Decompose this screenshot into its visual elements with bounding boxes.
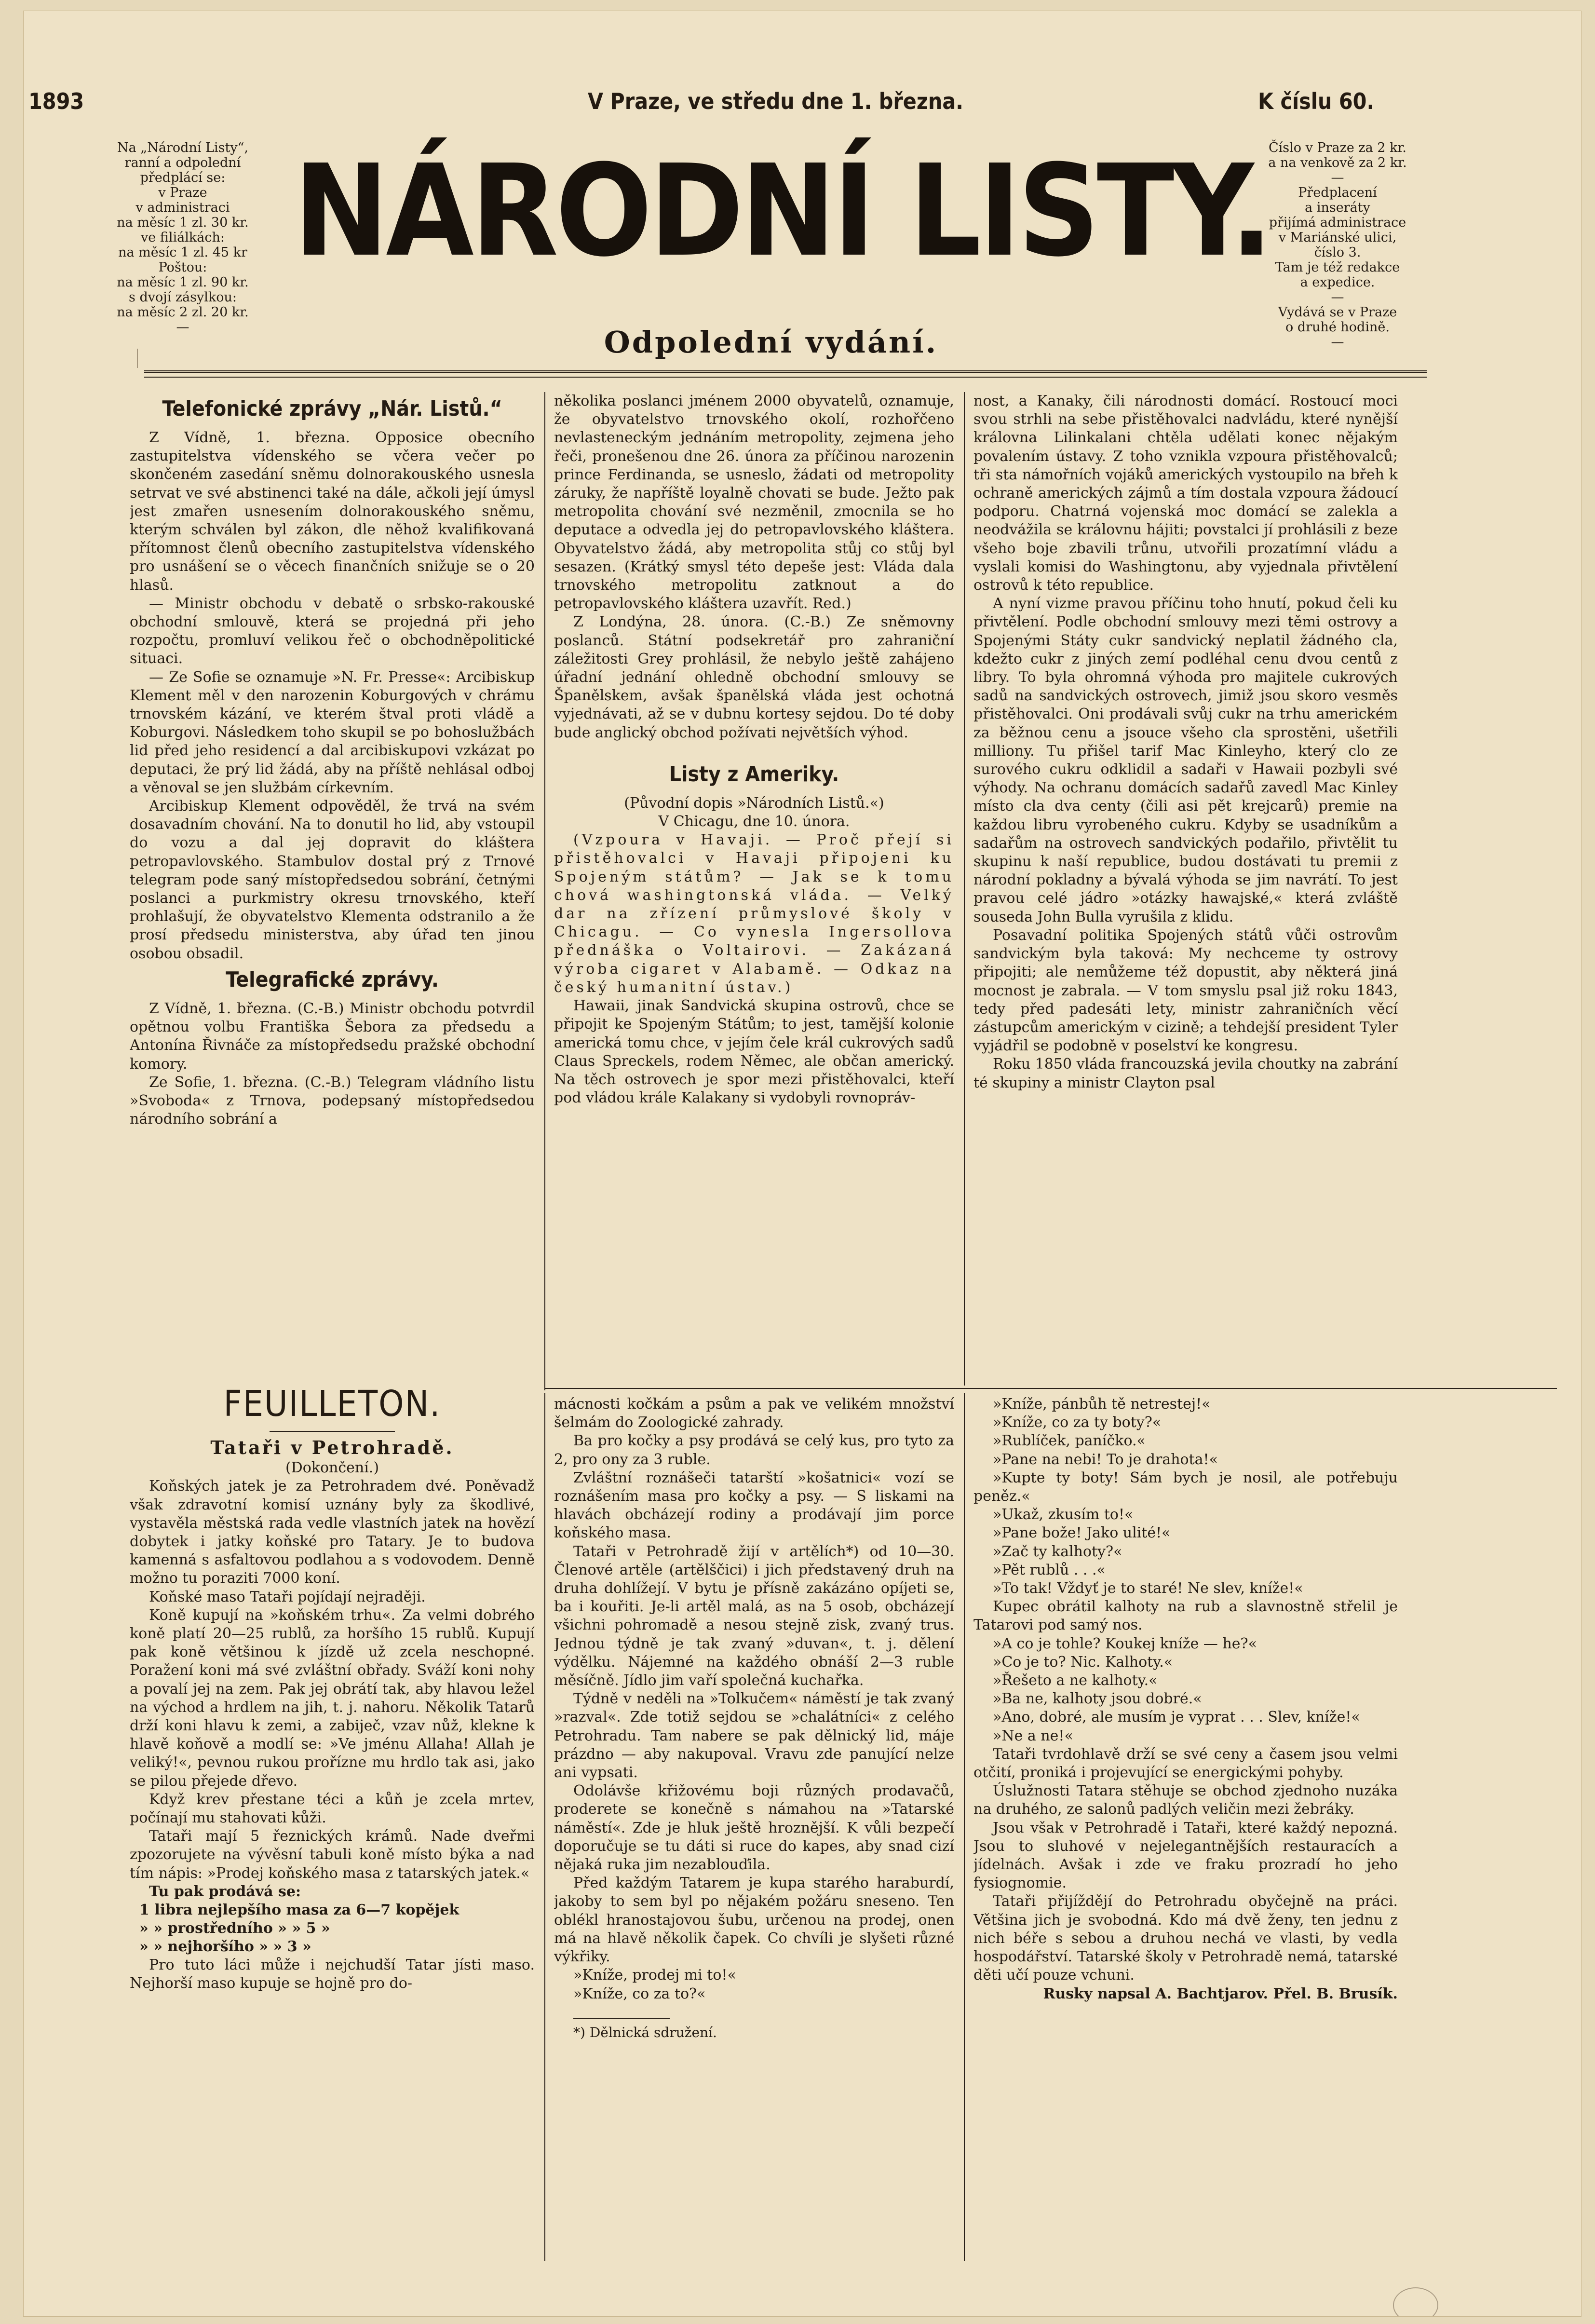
library-stamp	[1393, 2287, 1438, 2317]
paragraph: Posavadní politika Spojených států vůči ostrovům sandvickým byla taková: My nechceme ty ostrovy připojiti; ale nemůžeme též dopustit, aby některá jiná mocnost je zabrala. — V tom smyslu psal již roku 1843, tedy před padesáti lety, ministr zahraničních věcí zástupcům americkým v cizině; a tehdejší president Tyler vyjádřil se podobně v poselství ke kongresu.	[973, 926, 1398, 1055]
subscription-line: Na „Národní Listy“,	[117, 140, 248, 155]
subscription-line: na měsíc 2 zl. 20 kr.	[117, 305, 249, 320]
paragraph: Arcibiskup Klement odpověděl, že trvá na svém dosavadním chování. Na to donutil ho lid, aby vstoupil do vozu a dal jej dopravit do kláštera petropavlovského. Stambulov dostal prý z Trnové telegram pode saný místopředsedou sobrání, četnými poslanci a purkmistry okresu trnovského, kteří prohlašují, že obyvatelstvo Klementa odstranilo a že prosí předsedu ministerstva, aby úřad ten jinou osobou obsadil.	[130, 798, 535, 962]
price-line: —	[1331, 290, 1344, 305]
subscription-info	[96, 140, 270, 335]
paragraph: »Ba ne, kalhoty jsou dobré.«	[993, 1690, 1202, 1708]
paragraph: Z Vídně, 1. března. (C.-B.) Ministr obchodu potvrdil opětnou volbu Františka Šebora za předsedu a Antonína Řivnáče za místopředsedu pražské obchodní komory.	[130, 1000, 535, 1073]
paragraph: »Kníže, co za to?«	[573, 1985, 706, 2002]
masthead-rule	[144, 370, 1427, 373]
column-divider	[964, 1393, 965, 2261]
paragraph: Tataři přijíždějí do Petrohradu obyčejně na práci. Většina jich je svobodná. Kdo má dvě ženy, ten jednu z nich béře s sebou a druhou nechá ve vlasti, by vedla hospodářství. Tatarské školy v Petrohradě nemá, tatarské děti učí pouze vchuni.	[973, 1893, 1398, 1984]
paragraph: Koně kupují na »koňském trhu«. Za velmi dobrého koně platí 20—25 rublů, za horšího 15 rublů. Kupují pak koně většinou k jízdě už zcela neschopné. Poražení koni má své zvláštní obřady. Sváží koni nohy a povalí jej na zem. Pak jej obrátí tak, aby hlavou ležel na východ a hrdlem na jih, t. j. nahoru. Několik Tatarů drží koni hlavu k zemi, a zabiječ, vzav nůž, klekne k hlavě koňově a modlí se: »Ve jménu Allaha! Allah je veliký!«, pevnou rukou proříznе mu hrdlo tak asi, jako se pilou přejede dřevo.	[130, 1606, 535, 1790]
masthead-rule-thin	[144, 377, 1427, 378]
subscription-line: předplácí se:	[140, 170, 226, 185]
source-note: (Původní dopis »Národních Listů.«)	[624, 794, 884, 812]
paragraph: Zvláštní roznášeči tatarští »košatnici« vozí se roznášením masa pro kočky a psy. — S liskami na hlavách obcházejí rodiny a prodávají jim porce koňského masa.	[554, 1469, 954, 1542]
section-heading: Listy z Ameriky.	[669, 761, 839, 787]
price-line: —	[1331, 170, 1344, 185]
paragraph: »Pane na nebi! To je drahota!«	[993, 1451, 1218, 1468]
paragraph: mácnosti kočkám a psům a pak ve velikém množství šelmám do Zoologické zahrady.	[554, 1396, 954, 1431]
paragraph: »Zač ty kalhoty?«	[993, 1543, 1122, 1560]
date: V Praze, ve středu dne 1. března.	[588, 88, 964, 114]
paragraph: »Kníže, pánbůh tě netrestej!«	[993, 1396, 1211, 1413]
paragraph: »Ukaž, zkusím to!«	[993, 1506, 1134, 1523]
paragraph: Hawaii, jinak Sandvická skupina ostrovů, chce se připojit ke Spojeným Státům; to jest, tamější kolonie americká tomu chce, v jejím čele král cukrových sadů Claus Spreckels, rodem Němec, ale občan americký. Na těch ostrovech je spor mezi přistěhovalci, kteří pod vládou krále Kalakany si vydobyli rovnopráv-	[554, 997, 954, 1107]
price-line: o druhé hodině.	[1285, 320, 1390, 335]
paragraph: »To tak! Vždyť je to staré! Ne slev, kníže!«	[993, 1580, 1303, 1597]
price-line: číslo 3.	[1314, 245, 1361, 260]
article-body	[130, 1000, 535, 1128]
paragraph: »A co je tohle? Koukej kníže — he?«	[993, 1635, 1257, 1652]
price-list	[139, 1901, 471, 1956]
subscription-line: v Praze	[158, 185, 207, 200]
paragraph: Tu pak prodává se:	[149, 1883, 301, 1900]
paper-tear	[137, 349, 142, 368]
feuilleton-column-2	[554, 1395, 954, 2307]
paragraph: Týdně v neděli na »Tolkučem« náměstí je tak zvaný »razval«. Zde totiž sejdou se »chalátníci« z celého Petrohradu. Tam nabere se pak dělnický lid, máje prázdno — aby nakupoval. Vravu zde panující nelze ani vypsati.	[554, 1690, 954, 1781]
paragraph: Koňských jatek je za Petrohradem dvé. Poněvadž však zdravotní komisí uznány byly za škodlivé, vystavěla městská rada vedle vlastních jatek na hovězí dobytek i jatky koňské pro Tatary. Je to budova kamenná s asfaltovou podlahou a s vodovodem. Denně možno tu poraziti 7000 koní.	[130, 1478, 535, 1587]
price-line: a expedice.	[1300, 275, 1375, 290]
paragraph: »Pane bože! Jako ulité!«	[993, 1524, 1171, 1542]
paragraph: několika poslanci jménem 2000 obyvatelů, oznamuje, že obyvatelstvo trnovského okolí, rozhořčeno nevlasteneckým jednáním metropolity, zejmena jeho řeči, pronešenou dne 26. února za příčinou narozenin prince Ferdinanda, se usneslo, žádati od metropolity záruky, že napříště loyalně chovati se bude. Ježto pak metropolita chování své nezměnil, zmocnila se ho deputace a odvedla jej do petropavlovského kláštera. Obyvatelstvo žádá, aby metropolita stůj co stůj byl sesazen. (Krátký smysl této depeše jest: Vláda dala trnovského metropolitu zatknout a do petropavlovského kláštera uzavřít. Red.)	[554, 393, 954, 612]
article-body	[130, 429, 535, 963]
paragraph: »Ano, dobré, ale musím je vyprat . . . Slev, kníže!«	[993, 1709, 1360, 1726]
paragraph: »Pět rublů . . .«	[993, 1561, 1106, 1578]
paragraph: Tataři mají 5 řeznických krámů. Nade dveřmi zpozorujete na vývěsní tabuli koně místo býka a nad tím nápis: »Prodej koňského masa z tatarských jatek.«	[130, 1828, 535, 1882]
price-line: —	[1331, 335, 1344, 350]
paragraph: — Ze Sofie se oznamuje »N. Fr. Presse«: Arcibiskup Klement měl v den narozenin Koburgových v chrámu trnovském kázání, ve kterém štval proti vládě a Koburgovi. Následkem toho skupil se po bohoslužbách lid před jeho residencí a dal arcibiskupovi vzkázat po deputaci, že prý lid žádá, aby na příště nehlásal odboj a věnoval se jen službám církevním.	[130, 668, 535, 796]
paragraph: Kupec obrátil kalhoty na rub a slavnostně střelil je Tatarovi pod samý nos.	[973, 1598, 1398, 1634]
paragraph: Z Vídně, 1. března. Opposice obecního zastupitelstva vídenského se včera večer po skončeném zasedání sněmu dolnorakouského usnesla setrvat ve své abstinenci také na dále, ačkoli její úmysl jest zmařen usnesením dolnorakouského sněmu, kterým schválen byl zákon, dle něhož kvalifikovaná přítomnost členů obecního zastupitelstva vídenského pro usnášení se o věcech finančních snižuje se o 20 hlasů.	[130, 429, 535, 594]
subscription-line: s dvojí zásylkou:	[129, 290, 237, 305]
continuation-note: (Dokončení.)	[285, 1459, 379, 1477]
price-line: a na venkově za 2 kr.	[1268, 155, 1407, 170]
paragraph: Koňské maso Tataři pojídají nejraději.	[149, 1588, 426, 1605]
newspaper-page	[23, 11, 1581, 2317]
year: 1893	[28, 88, 84, 114]
feuilleton-column-1	[130, 1381, 535, 2307]
paragraph: — Ministr obchodu v debatě o srbsko-rakouské obchodní smlouvě, která se projedná při jeho rozpočtu, promluví velikou řeč o obchodněpolitické situaci.	[130, 595, 535, 667]
paragraph: »Ne a ne!«	[993, 1727, 1073, 1744]
summary-paragraph: (Vzpoura v Havaji. — Proč přejí si přistěhovalci v Havaji připojeni ku Spojeným státům? — Jak se k tomu chová washingtonská vláda. — Velký dar na zřízení průmyslové školy v Chicagu. — Co vynesla Ingersollova přednáška o Voltairovi. — Zakázaná výroba cigaret v Alabamě. — Odkaz na český humanitní ústav.)	[554, 831, 954, 996]
price-entry: » » nejhoršího » » 3 »	[139, 1938, 311, 1956]
paragraph: »Rublíček, paníčko.«	[993, 1432, 1146, 1450]
paragraph: Z Londýna, 28. února. (C.-B.) Ze sněmovny poslanců. Státní podsekretář pro zahraniční záležitosti Grey prohlásil, že nebylo ještě zahájeno úřadní jednání ohledně obchodní smlouvy se Španělskem, avšak španělská vláda jest ochotná vyjednávati, až se v dubnu kortesy sejdou. Do té doby bude anglický obchod požívati největších výhod.	[554, 613, 954, 741]
price-info	[1229, 140, 1446, 350]
masthead	[24, 11, 1581, 373]
subscription-line: —	[176, 320, 189, 335]
feuilleton-column-3	[973, 1395, 1398, 2307]
paragraph: Roku 1850 vláda francouzská jevila choutky na zabrání té skupiny a ministr Clayton psal	[973, 1056, 1398, 1091]
paragraph: Pro tuto láci může i nejchudší Tatar jísti maso. Nejhorší maso kupuje se hojně pro do-	[130, 1957, 535, 1992]
price-row	[139, 1938, 471, 1956]
paragraph: Tataři tvrdohlavě drží se své ceny a časem jsou velmi otčití, proniká i projevující se energickými pohyby.	[973, 1745, 1398, 1781]
price-line: Tam je též redakce	[1275, 260, 1400, 275]
feuilleton-rule	[544, 1388, 1557, 1389]
section-heading: Telegrafické zprávy.	[226, 967, 439, 992]
subscription-line: na měsíc 1 zl. 45 kr	[118, 245, 247, 260]
paragraph: Jsou však v Petrohradě i Tataři, které každý nepozná. Jsou to sluhové v nejelegantnějších restauracích a jídelnách. Avšak i zde ve fraku prozradí ho jeho fysiognomie.	[973, 1819, 1398, 1892]
subscription-line: ranní a odpolední	[124, 155, 241, 170]
price-entry: » » prostředního » » 5 »	[139, 1920, 330, 1937]
paragraph: nost, a Kanaky, čili národnosti domácí. Rostoucí moci svou strhli na sebe přistěhovalci nadvládu, které nynější královna Lilinkalani chtěla udělati konec nějakým povalením ústavy. Z toho vznikla vzpoura přistěhovalců; tři sta námořních vojáků amerických vystoupilo na břeh k ochraně amerických zájmů a tím dostala vzpoura žádoucí podporu. Chatrná vojenská moc domácí se zalekla a neodvážila se královnu hájiti; povstalci jí prohlásili z beze všeho boje zbavili trůnu, utvořili prozatímní vládu a vyslali komisi do Washingtonu, aby vyjednala přivtělení ostrovů k této republice.	[973, 393, 1398, 594]
price-line: Předplacení	[1298, 185, 1377, 200]
paragraph: A nyní vizme pravou příčinu toho hnutí, pokud čeli ku přivtělení. Podle obchodní smlouvy mezi těmi ostrovy a Spojenými Státy cukr sandvický neplatil žádného cla, kdežto cukr z jiných zemí podléhal cenu dvou centů z libry. To byla ohromná výhoda pro majitele cukrových sadů na sandvických ostrovech, jimiž jsou skoro vesměs přistěhovalci. Oni prodávali svůj cukr na trhu americkém za běžnou cenu a jsouce všeho cla sprostěni, ušetřili milliony. Tu přišel tarif Mac Kinleyho, který clo ze surového cukru odklidil a sadaři v Hawaii pozbyli své výhody. Na ochranu domácích sadařů zavedl Mac Kinley místo cla dva centy (čili asi pět krejcarů) premie na každou libru vyrobeného cukru. Kdyby se usadníkům a sadařům na ostrovech sandvických podařilo, přivtělit tu skupinu k naší republice, budou dostávati tu premii z národní pokladny a bývalá výhoda se jim navrátí. To jest pravou celé jádro »otázky hawajské,« která zvláště souseda John Bulla vyrušila z klidu.	[973, 595, 1398, 925]
column-divider	[544, 392, 545, 1390]
column-3	[973, 392, 1398, 1381]
rule	[270, 1431, 395, 1432]
column-2	[554, 392, 954, 1381]
paragraph: Ze Sofie, 1. března. (C.-B.) Telegram vládního listu »Svoboda« z Trnova, podepsaný místopředsedou národního sobrání a	[130, 1074, 535, 1128]
price-row	[139, 1901, 471, 1919]
paragraph: Před každým Tatarem je kupa starého haraburdí, jakoby to sem byl po nějakém požáru sneseno. Ten oblékl hranostajovou šubu, určenou na prodej, onen má na hlavě několik čapek. Co chvíli je slyšeti různé výkřiky.	[554, 1875, 954, 1966]
signature: Rusky napsal A. Bachtjarov. Přel. B. Brusík.	[1043, 1985, 1398, 2002]
paragraph: Odolávše křižovému boji různých prodavačů, proderete se konečně s námahou na »Tatarské náměstí«. Zde je hluk ještě hroznější. K vůli bezpečí doporučuje se tu dáti si ruce do kapes, aby snad cizí nějaká ruka jim nezablouďila.	[554, 1782, 954, 1874]
footnote: *) Dělnická sdružení.	[573, 2024, 717, 2040]
paragraph: »Kníže, co za ty boty?«	[993, 1414, 1162, 1431]
edition-subtitle: Odpolední vydání.	[604, 325, 938, 360]
column-divider	[964, 392, 965, 1386]
price-line: Číslo v Praze za 2 kr.	[1269, 140, 1406, 155]
subscription-line: Poštou:	[158, 260, 207, 275]
paragraph: Úslužnosti Tatara stěhuje se obchod zjednoho nuzáka na druhého, ze salonů padlých veličin mezi žebráky.	[973, 1782, 1398, 1818]
paragraph: Tataři v Petrohradě žijí v artělích*) od 10—30. Členové artěle (artělščici) i jich představený druh na druha dohlížejí. V bytu je přísně zakázáno opíjeti se, ba i kouřiti. Je-li artěl malá, as na 5 osob, obcházejí všichni pohromadě a nesou stejně zisk, zvaný trus. Jednou týdně je tak zvaný »duvan«, t. j. dělení výdělku. Nájemné na každého obnáší 2—3 ruble měsíčně. Jídlo jim vaří společná kuchařka.	[554, 1543, 954, 1689]
section-heading: Telefonické zprávy „Nár. Listů.“	[162, 396, 502, 421]
price-line: Vydává se v Praze	[1278, 305, 1397, 320]
price-line: přijímá administrace	[1269, 215, 1406, 230]
dateline: V Chicagu, dne 10. února.	[658, 813, 850, 830]
paragraph: »Co je to? Nic. Kalhoty.«	[993, 1653, 1173, 1671]
issue-number: K číslu 60.	[1258, 88, 1375, 114]
price-line: v Mariánské ulici,	[1278, 230, 1397, 245]
paragraph: »Řešeto a ne kalhoty.«	[993, 1672, 1158, 1689]
newspaper-title: NÁRODNÍ LISTY.	[294, 137, 1271, 285]
feuilleton-title: Tataři v Petrohradě.	[210, 1437, 454, 1458]
price-entry: 1 libra nejlepšího masa za 6—7 kopějek	[139, 1902, 460, 1919]
feuilleton-heading: FEUILLETON.	[223, 1383, 441, 1425]
paragraph: Ba pro kočky a psy prodává se celý kus, pro tyto za 2, pro ony za 3 ruble.	[554, 1432, 954, 1468]
subscription-line: v administraci	[135, 200, 230, 215]
column-1	[130, 392, 535, 1366]
price-row	[139, 1919, 471, 1938]
paragraph: »Kníže, prodej mi to!«	[573, 1967, 736, 1984]
paragraph: Když krev přestane téci a kůň je zcela mrtev, počínají mu stahovati kůži.	[130, 1791, 535, 1827]
column-divider	[544, 1393, 545, 2261]
subscription-line: na měsíc 1 zl. 90 kr.	[117, 275, 249, 290]
subscription-line: na měsíc 1 zl. 30 kr.	[117, 215, 249, 230]
paragraph: »Kupte ty boty! Sám bych je nosil, ale potřebuju peněz.«	[973, 1469, 1398, 1505]
footnote-rule	[573, 2018, 670, 2019]
subscription-line: ve filiálkách:	[141, 230, 225, 245]
price-line: a inseráty	[1305, 200, 1370, 215]
